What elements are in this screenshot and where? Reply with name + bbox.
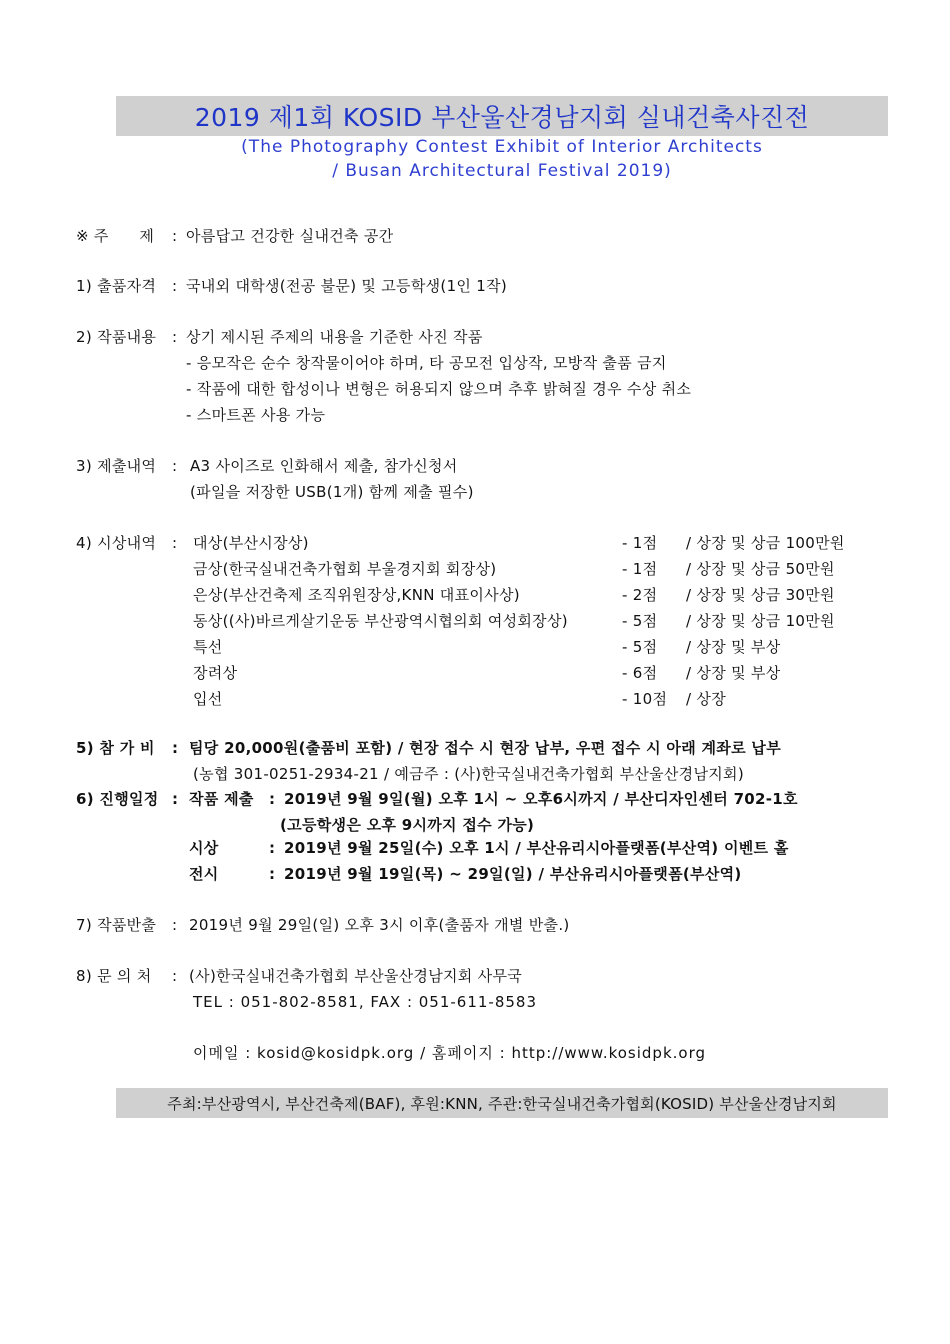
prize-count: - 5점 — [622, 638, 658, 656]
prize-name: 장려상 — [193, 664, 238, 682]
colon: : — [172, 967, 178, 985]
prize-award: / 상장 및 상금 30만원 — [686, 586, 835, 604]
section-2-label: 2) 작품내용 — [76, 328, 157, 346]
theme-text: 아름답고 건강한 실내건축 공간 — [186, 227, 394, 245]
prize-award: / 상장 및 상금 100만원 — [686, 534, 845, 552]
section-5-text-2: (농협 301-0251-2934-21 / 예금주 : (사)한국실내건축가협회 부산울산경남지회) — [193, 765, 744, 783]
section-5-text: 팀당 20,000원(출품비 포함) / 현장 접수 시 현장 납부, 우편 접수 시 아래 계좌로 납부 — [189, 739, 781, 757]
page-title: 2019 제1회 KOSID 부산울산경남지회 실내건축사진전 — [194, 103, 810, 132]
prize-award: / 상장 및 상금 10만원 — [686, 612, 835, 630]
prize-count: - 5점 — [622, 612, 658, 630]
colon: : — [172, 277, 178, 295]
bullet-text: - 응모작은 순수 창작물이어야 하며, 타 공모전 입상작, 모방작 출품 금지 — [186, 354, 667, 372]
prize-name: 특선 — [193, 638, 223, 656]
prize-count: - 1점 — [622, 560, 658, 578]
colon: : — [172, 916, 178, 934]
prize-award: / 상장 및 상금 50만원 — [686, 560, 835, 578]
section-6-label: 6) 진행일정 — [76, 790, 159, 808]
prize-name: 입선 — [193, 690, 223, 708]
schedule-item-name: 전시 — [189, 865, 219, 883]
footer-organizers: 주최:부산광역시, 부산건축제(BAF), 후원:KNN, 주관:한국실내건축가협회(KOSID) 부산울산경남지회 — [167, 1094, 837, 1113]
section-3-text-2: (파일을 저장한 USB(1개) 함께 제출 필수) — [190, 483, 474, 501]
section-5-label: 5) 참 가 비 — [76, 739, 155, 757]
schedule-item-value: (고등학생은 오후 9시까지 접수 가능) — [280, 816, 535, 834]
colon: : — [172, 790, 179, 808]
colon: : — [269, 790, 276, 808]
section-7-text: 2019년 9월 29일(일) 오후 3시 이후(출품자 개별 반출.) — [189, 916, 570, 934]
schedule-item-value: 2019년 9월 19일(목) ~ 29일(일) / 부산유리시아플랫폼(부산역) — [284, 865, 742, 883]
colon: : — [172, 457, 178, 475]
prize-name: 동상((사)바르게살기운동 부산광역시협의회 여성회장상) — [193, 612, 568, 630]
bullet-text: - 작품에 대한 합성이나 변형은 허용되지 않으며 추후 밝혀질 경우 수상 취소 — [186, 380, 692, 398]
contact-email-homepage: 이메일 : kosid@kosidpk.org / 홈페이지 : http://www.kosidpk.org — [193, 1044, 707, 1062]
colon: : — [172, 328, 178, 346]
prize-name: 금상(한국실내건축가협회 부울경지회 회장상) — [193, 560, 497, 578]
prize-name: 은상(부산건축제 조직위원장상,KNN 대표이사상) — [193, 586, 520, 604]
prize-award: / 상장 — [686, 690, 727, 708]
section-8-label: 8) 문 의 처 — [76, 967, 152, 985]
section-3-text: A3 사이즈로 인화해서 제출, 참가신청서 — [190, 457, 458, 475]
schedule-item-value: 2019년 9월 25일(수) 오후 1시 / 부산유리시아플랫폼(부산역) 이벤트 홀 — [284, 839, 789, 857]
prize-count: - 1점 — [622, 534, 658, 552]
prize-award: / 상장 및 부상 — [686, 638, 781, 656]
section-7-label: 7) 작품반출 — [76, 916, 157, 934]
section-8-text: (사)한국실내건축가협회 부산울산경남지회 사무국 — [189, 967, 523, 985]
prize-count: - 2점 — [622, 586, 658, 604]
bullet-text: - 스마트폰 사용 가능 — [186, 406, 326, 424]
section-1-label: 1) 출품자격 — [76, 277, 157, 295]
schedule-item-value: 2019년 9월 9일(월) 오후 1시 ~ 오후6시까지 / 부산디자인센터 702-1호 — [284, 790, 798, 808]
theme-label: ※ 주 제 — [76, 227, 155, 245]
colon: : — [172, 739, 179, 757]
prize-award: / 상장 및 부상 — [686, 664, 781, 682]
section-1-text: 국내외 대학생(전공 불문) 및 고등학생(1인 1작) — [186, 277, 508, 295]
colon: : — [172, 227, 178, 245]
schedule-item-name: 시상 — [189, 839, 219, 857]
prize-count: - 6점 — [622, 664, 658, 682]
prize-name: 대상(부산시장상) — [193, 534, 309, 552]
colon: : — [172, 534, 178, 552]
schedule-item-name: 작품 제출 — [189, 790, 254, 808]
section-4-label: 4) 시상내역 — [76, 534, 157, 552]
title-bar — [116, 96, 888, 136]
section-2-text: 상기 제시된 주제의 내용을 기준한 사진 작품 — [186, 328, 483, 346]
subtitle-line-1: (The Photography Contest Exhibit of Interior Architects — [241, 137, 763, 157]
subtitle-line-2: / Busan Architectural Festival 2019) — [332, 161, 672, 181]
colon: : — [269, 839, 276, 857]
section-3-label: 3) 제출내역 — [76, 457, 157, 475]
footer-bar — [116, 1088, 888, 1118]
prize-count: - 10점 — [622, 690, 668, 708]
colon: : — [269, 865, 276, 883]
contact-phone-fax: TEL : 051-802-8581, FAX : 051-611-8583 — [193, 993, 538, 1011]
